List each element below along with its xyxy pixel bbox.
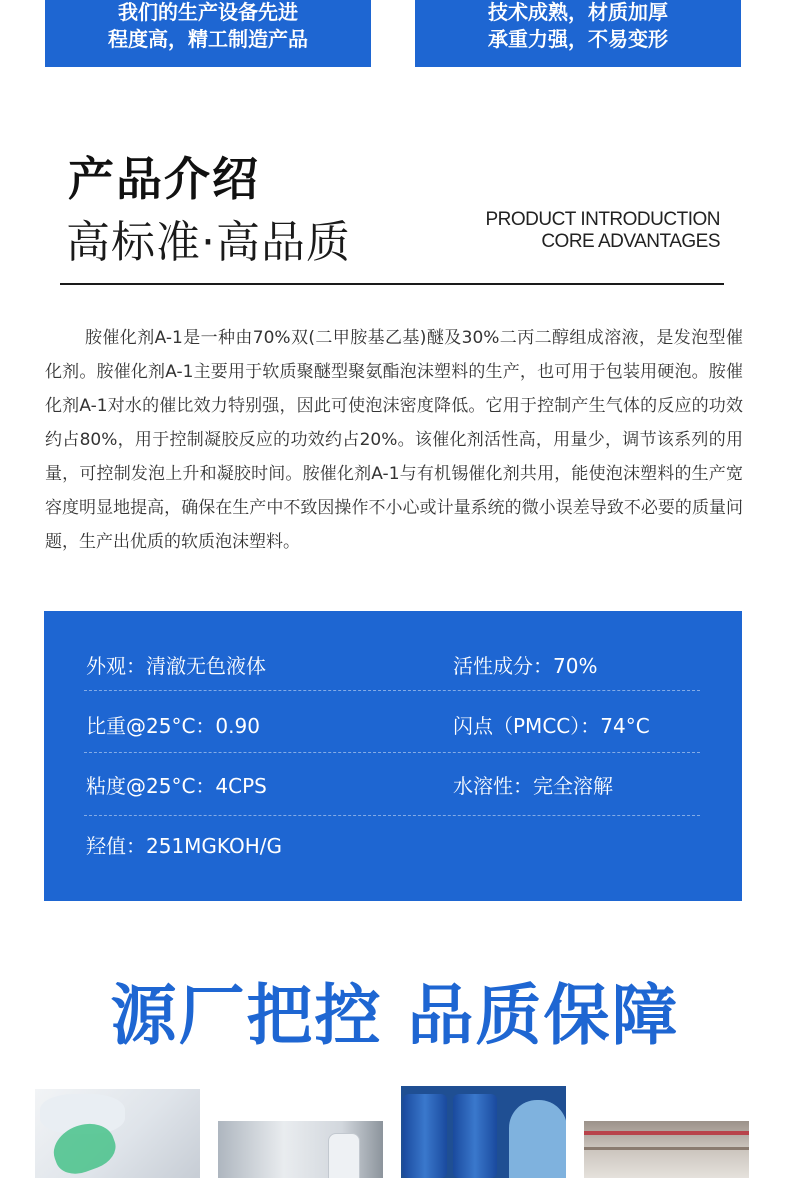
spec-divider <box>84 815 700 816</box>
banner-equipment-line1: 我们的生产设备先进 <box>118 0 298 24</box>
spec-hydroxyl-value: 羟值：251MGKOH/G <box>86 834 282 858</box>
drum-icon <box>453 1094 497 1178</box>
quality-tagline: 源厂把控 品质保障 <box>110 977 680 1054</box>
product-intro-paragraph: 胺催化剂A-1是一种由70%双(二甲胺基乙基)醚及30%二丙二醇组成溶液，是发泡型催化剂。胺催化剂A-1主要用于软质聚醚型聚氨酯泡沫塑料的生产，也可用于包装用硬泡。胺催化剂A-1对水的催比效力特别强，因此可使泡沫密度降低。它用于控制产生气体的反应的功效约占80%，用于控制凝胶反应的功效约占20%。该催化剂活性高，用量少，调节该系列的用量，可控制发泡上升和凝胶时间。胺催化剂A-1与有机锡催化剂共用，能使泡沫塑料的生产宽容度明显地提高，确保在生产中不致因操作不小心或计量系统的微小误差导致不必要的质量问题，生产出优质的软质泡沫塑料。 <box>45 328 743 552</box>
factory-beam <box>584 1131 749 1135</box>
section-divider <box>60 283 724 285</box>
spec-water-solubility: 水溶性：完全溶解 <box>453 774 613 798</box>
banner-equipment-line2: 程度高，精工制造产品 <box>108 27 308 51</box>
spec-divider <box>84 752 700 753</box>
banner-equipment <box>45 0 371 67</box>
factory-beam <box>584 1147 749 1150</box>
spec-specific-gravity: 比重@25°C：0.90 <box>86 714 260 738</box>
banner-technology-line1: 技术成熟，材质加厚 <box>488 0 668 24</box>
lab-flask-photo <box>35 1089 200 1178</box>
lab-bottle-photo <box>218 1121 383 1178</box>
drum-icon <box>403 1094 447 1178</box>
factory-interior-photo <box>584 1121 749 1178</box>
english-heading-line2: CORE ADVANTAGES <box>541 231 720 252</box>
spec-appearance: 外观：清澈无色液体 <box>86 654 266 678</box>
spec-viscosity: 粘度@25°C：4CPS <box>86 774 267 798</box>
section-english-heading <box>485 209 720 253</box>
spec-flash-point: 闪点（PMCC）：74°C <box>453 714 650 738</box>
section-subtitle: 高标准·高品质 <box>66 217 351 268</box>
spec-active-content: 活性成分：70% <box>453 654 598 678</box>
banner-technology <box>415 0 741 67</box>
english-heading-line1: PRODUCT INTRODUCTION <box>485 209 720 230</box>
section-title: 产品介绍 <box>68 152 260 206</box>
spec-divider <box>84 690 700 691</box>
banner-technology-line2: 承重力强，不易变形 <box>488 27 668 51</box>
bottle-icon <box>328 1133 360 1178</box>
chemical-drums-photo <box>401 1086 566 1178</box>
worker-figure <box>509 1100 566 1178</box>
spec-panel <box>44 611 742 901</box>
